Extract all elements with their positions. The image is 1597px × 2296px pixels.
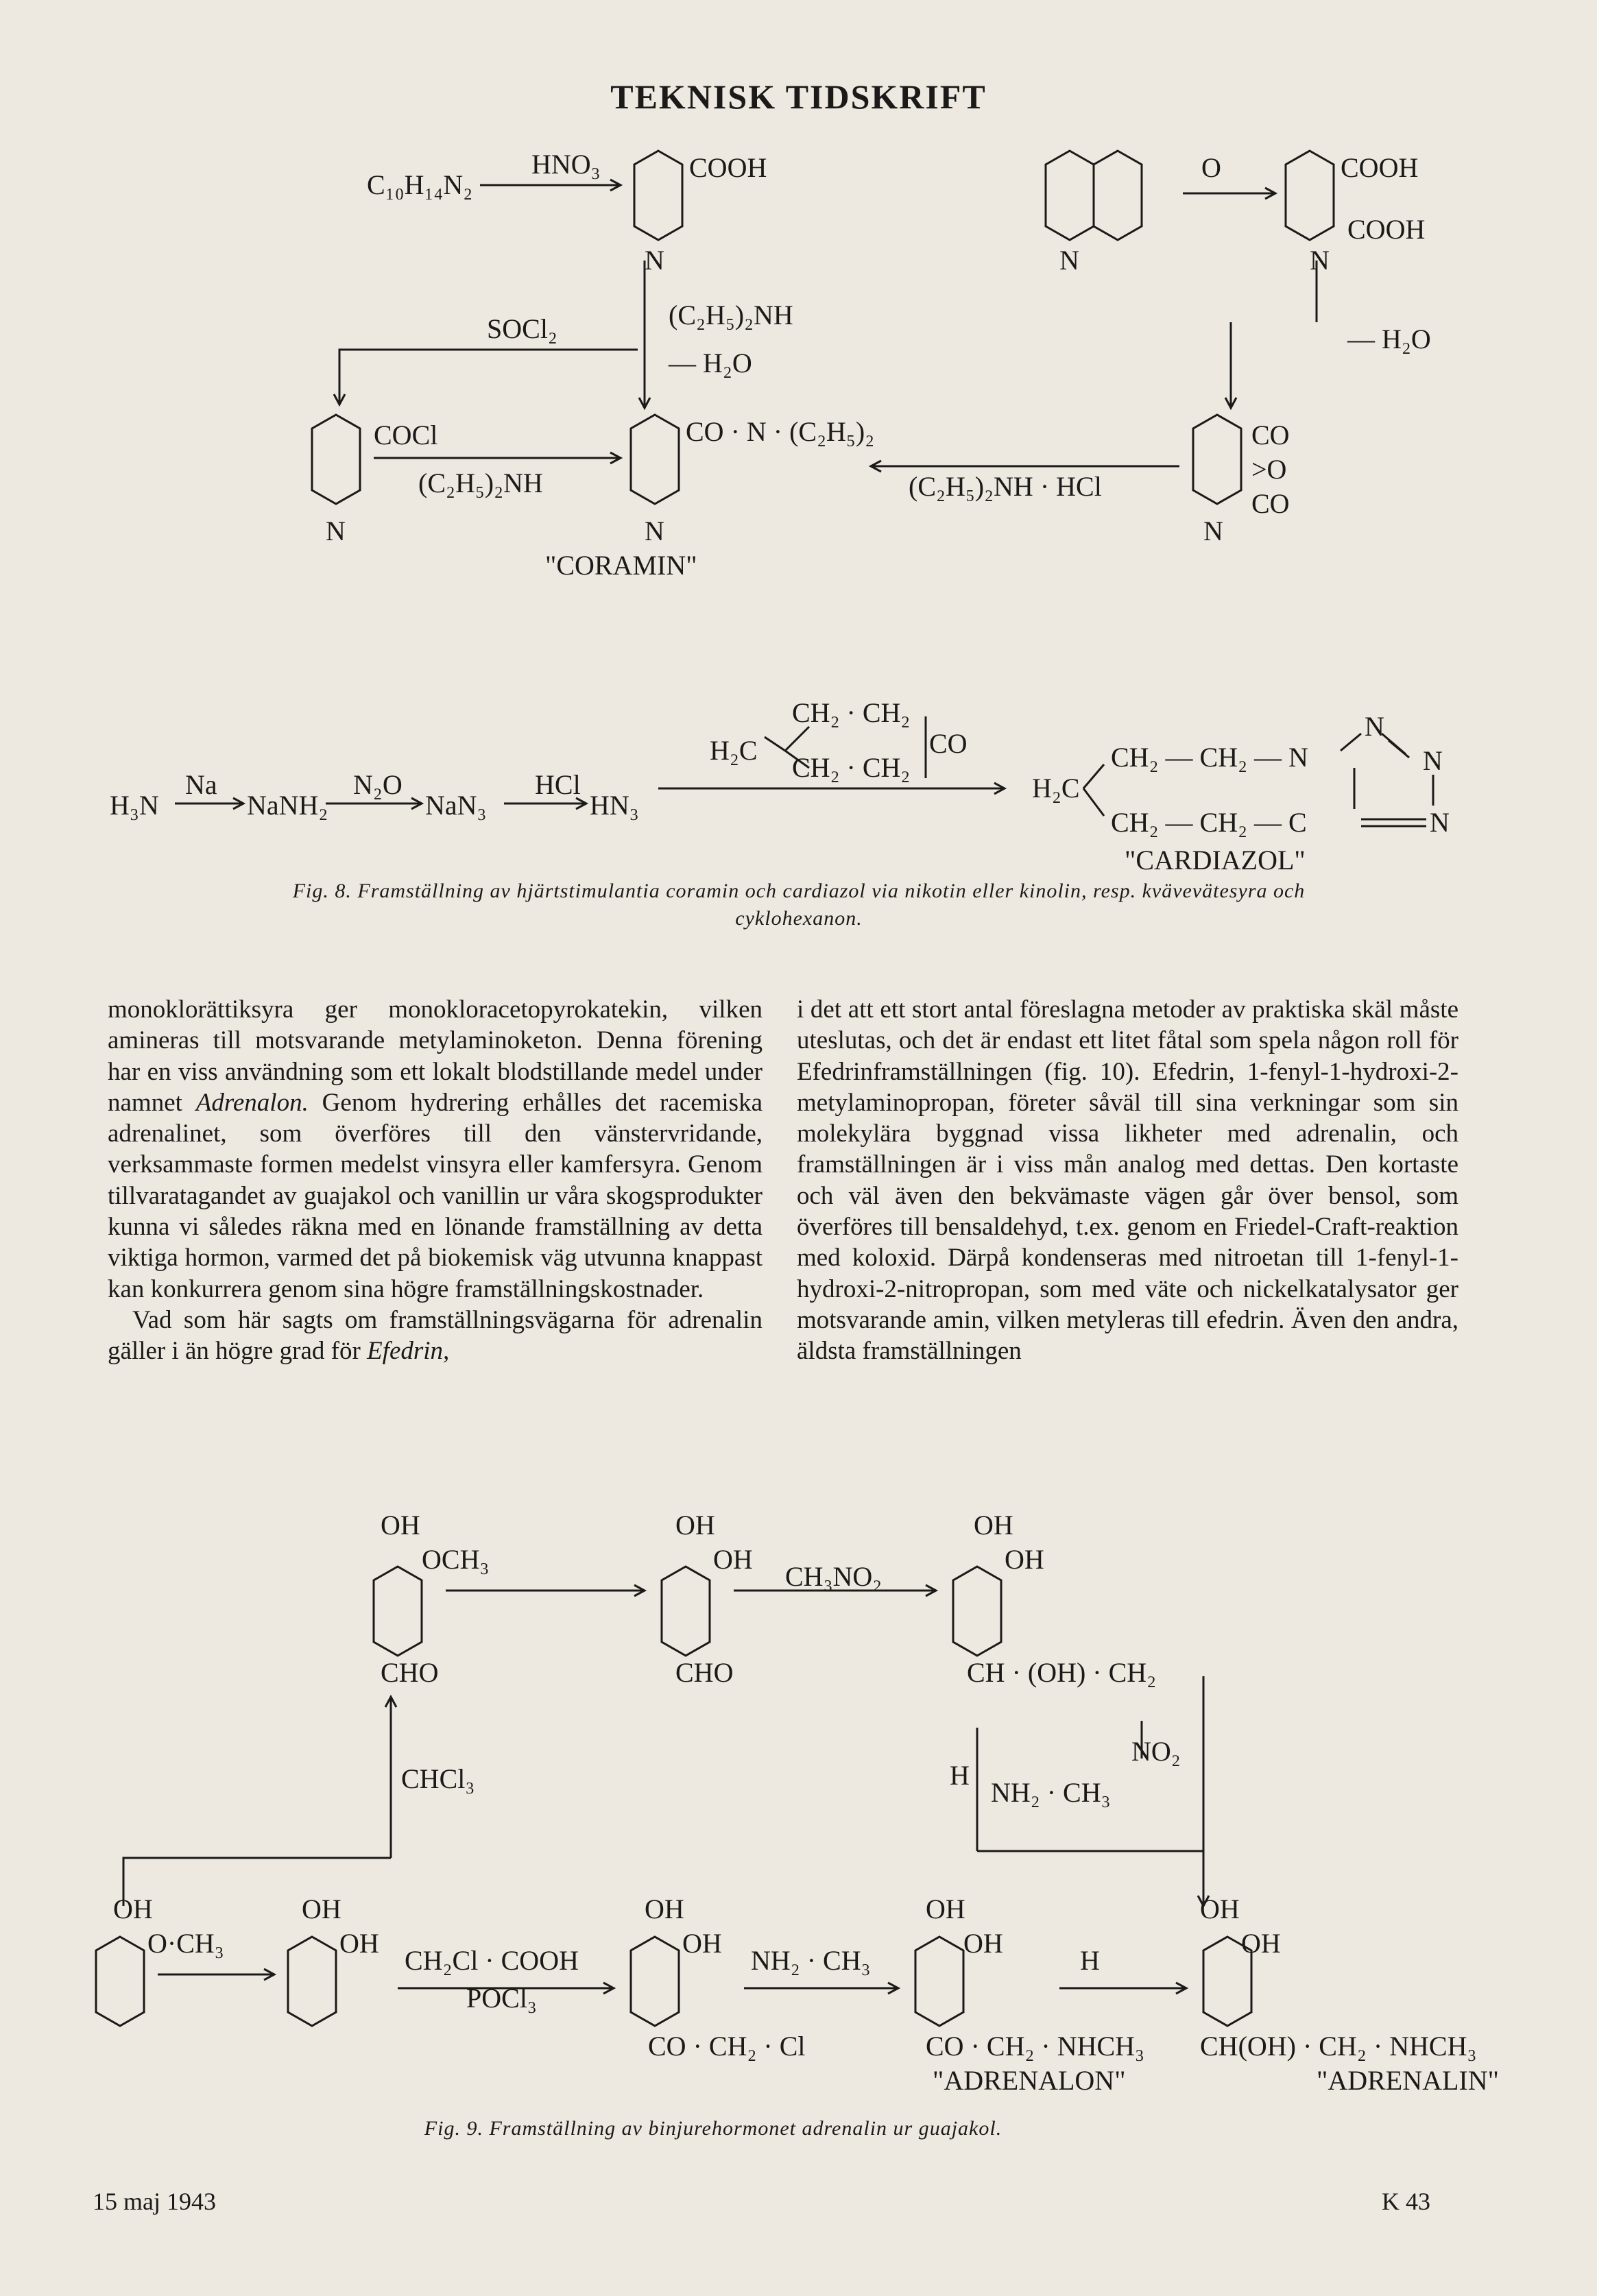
label-n-3: N [645,516,664,546]
label-co: CO [1251,420,1290,450]
adrenalin-name: "ADRENALIN" [1317,2065,1499,2096]
f9-ch2clcooh: CH₂Cl · COOH [405,1945,579,1976]
label-co-ring: CO [929,728,968,759]
label-h3n: H₃N [110,790,159,821]
label-et2nh-hcl: (C₂H₅)₂NH · HCl [909,471,1102,502]
f9-no2: NO₂ [1131,1736,1181,1767]
label-minus-h2o: — H₂O [669,348,752,378]
fig9-caption: Fig. 9. Framställning av binjurehormonet adrenalin ur guajakol. [424,2117,1002,2140]
label-amide: CO · N · (C₂H₅)₂ [686,416,875,447]
f9-b2-oh: OH [302,1894,341,1924]
text-column-right: i det att ett stort antal föreslagna metoder av praktiska skäl måste uteslutas, och det är endast ett litet fåtal som spela någon roll för Efedrinframställningen (fig. 10). Efedrin, 1-fenyl-1-hydroxi-2-metylaminopropan, företer såväl till sina verkningar som sin molekylära byggnad vissa likheter med adrenalin, och framställningen är i viss mån analog med dettas. Den kortaste och väl även den bekvämaste vägen går över bensol, som överföres till bensaldehyd, t.ex. genom en Friedel-Craft-reaktion med koloxid. Därpå kondenseras med nitroetan till 1-fenyl-1-hydroxi-2-nitropropan, som med väte och nickelkatalysator ger motsvarande amin, vilken metyleras till efedrin. Även den andra, äldsta framställningen [797,995,1458,1366]
f9-oh-3: OH [974,1510,1013,1540]
text-column-left: monoklorättiksyra ger monokloracetopyrokatekin, vilken amineras till motsvarande metylaminoketon. Denna förening har en viss användning som ett lokalt blodstillande medel under namnet Adrenalon. Genom hydrering erhålles det racemiska adrenalinet, som överföres till den vänstervridande, verksammaste formen medelst vinsyra eller kamfersyra. Genom tillvaratagandet av guajakol och vanillin ur våra skogsprodukter kunna vi således räkna med en lönande framställning av detta viktiga hormon, varmed det på biokemisk väg utvunna knappast kan konkurrera genom sina högre framställningskostnader. Vad som här sagts om framställningsvägarna för adrenalin gäller i än högre grad för Efedrin, [108,995,763,1366]
label-n-6: N [1203,516,1223,546]
label-cooh-2: COOH [1341,152,1419,183]
quinoline-ring-b [1094,151,1142,240]
label-h2c-2: H₂C [1032,773,1080,803]
f9-b2-ohb: OH [339,1928,379,1959]
label-n: N [645,245,664,276]
f9-b5-oh: OH [1200,1894,1240,1924]
label-tetrazole-top: CH₂ — CH₂ — N [1111,742,1308,773]
f9-oh-2: OH [675,1510,715,1540]
pyrocatechol-ring [288,1937,336,2026]
reagent-hno3: HNO₃ [531,149,601,180]
pyridine-ring-coramin [631,415,679,504]
f9-b4-sub: CO · CH₂ · NHCH₃ [926,2031,1145,2062]
adrenalon-name: "ADRENALON" [933,2065,1126,2096]
f9-b1-och3: O·CH₃ [147,1928,224,1959]
footer-page: K 43 [1382,2188,1430,2215]
label-tetrazole-n3: N [1430,807,1450,838]
label-tetrazole-n2: N [1423,745,1443,776]
guajakol-aldehyde-ring [374,1567,422,1656]
protocatechu-aldehyde-ring [662,1567,710,1656]
reagent-hcl: HCl [535,769,581,800]
f9-h: H [950,1760,970,1791]
f9-b1-oh: OH [113,1894,153,1924]
label-n-4: N [1059,245,1079,276]
label-nan3: NaN₃ [425,790,487,821]
adrenalon-ring [915,1937,963,2026]
reagent-n2o: N₂O [353,769,403,800]
pyridine-ring-anhydride [1193,415,1241,504]
reagent-socl2: SOCl₂ [487,313,557,344]
reagent-na: Na [185,769,217,800]
f9-b4-ohb: OH [963,1928,1003,1959]
f9-b3-ohb: OH [682,1928,722,1959]
label-gt-o: >O [1251,454,1287,485]
f9-b4-oh: OH [926,1894,965,1924]
guajakol-ring [96,1937,144,2026]
f9-b5-ohb: OH [1241,1928,1281,1959]
label-co-2: CO [1251,488,1290,519]
f9-b5-sub: CH(OH) · CH₂ · NHCH₃ [1200,2031,1477,2062]
f9-oh-2b: OH [713,1544,753,1575]
pyridine-ring-1 [634,151,682,240]
label-ch2ch2-top: CH₂ · CH₂ [792,697,911,728]
f9-b3-sub: CO · CH₂ · Cl [648,2031,806,2062]
quinoline-ring-a [1046,151,1094,240]
footer-date: 15 maj 1943 [93,2188,216,2215]
f9-nh2ch3: NH₂ · CH₃ [991,1777,1111,1808]
f9-och3: OCH₃ [422,1544,490,1575]
label-cooh: COOH [689,152,767,183]
f9-ch3no2: CH₃NO₂ [785,1561,882,1592]
label-n-2: N [326,516,346,546]
label-o: O [1201,152,1221,183]
coramin-name: "CORAMIN" [545,550,697,581]
label-h2o: — H₂O [1347,324,1431,354]
f9-oh-3b: OH [1005,1544,1044,1575]
label-tetrazole-bot: CH₂ — CH₂ — C [1111,807,1307,838]
f9-nh2ch3-b: NH₂ · CH₃ [751,1945,871,1976]
pyridine-dicarboxylic-ring [1286,151,1334,240]
pyridine-ring-cocl [312,415,360,504]
label-cocl: COCl [374,420,438,450]
label-hn3: HN₃ [590,790,639,821]
reagent-diethylamine: (C₂H₅)₂NH [669,300,793,330]
label-h2c: H₂C [710,735,758,766]
f9-cho-2: CHO [675,1657,734,1688]
chloroacetyl-ring [631,1937,679,2026]
label-cooh-3: COOH [1347,214,1426,245]
f9-cho-1: CHO [381,1657,439,1688]
f9-oh-1: OH [381,1510,420,1540]
f9-pocl3: POCl₃ [466,1983,537,2014]
fig8-caption: Fig. 8. Framställning av hjärtstimulantia coramin och cardiazol via nikotin eller kinolin, resp. kvävevätesyra och cyklohexanon. [292,880,1306,930]
label-n-5: N [1310,245,1330,276]
label-et2nh-2: (C₂H₅)₂NH [418,468,543,498]
nicotine-formula: C₁₀H₁₄N₂ [367,169,473,200]
nitro-alcohol-ring [953,1567,1001,1656]
f9-chcl3: CHCl₃ [401,1763,475,1794]
label-tetrazole-n1: N [1365,711,1384,742]
f9-b3-oh: OH [645,1894,684,1924]
label-ch2ch2-bot: CH₂ · CH₂ [792,752,911,783]
f9-h-2: H [1080,1945,1100,1976]
cardiazol-name: "CARDIAZOL" [1125,845,1306,875]
journal-header: TEKNISK TIDSKRIFT [610,77,987,116]
f9-nitro-chain: CH · (OH) · CH₂ [967,1657,1157,1688]
label-nanh2: NaNH₂ [247,790,328,821]
